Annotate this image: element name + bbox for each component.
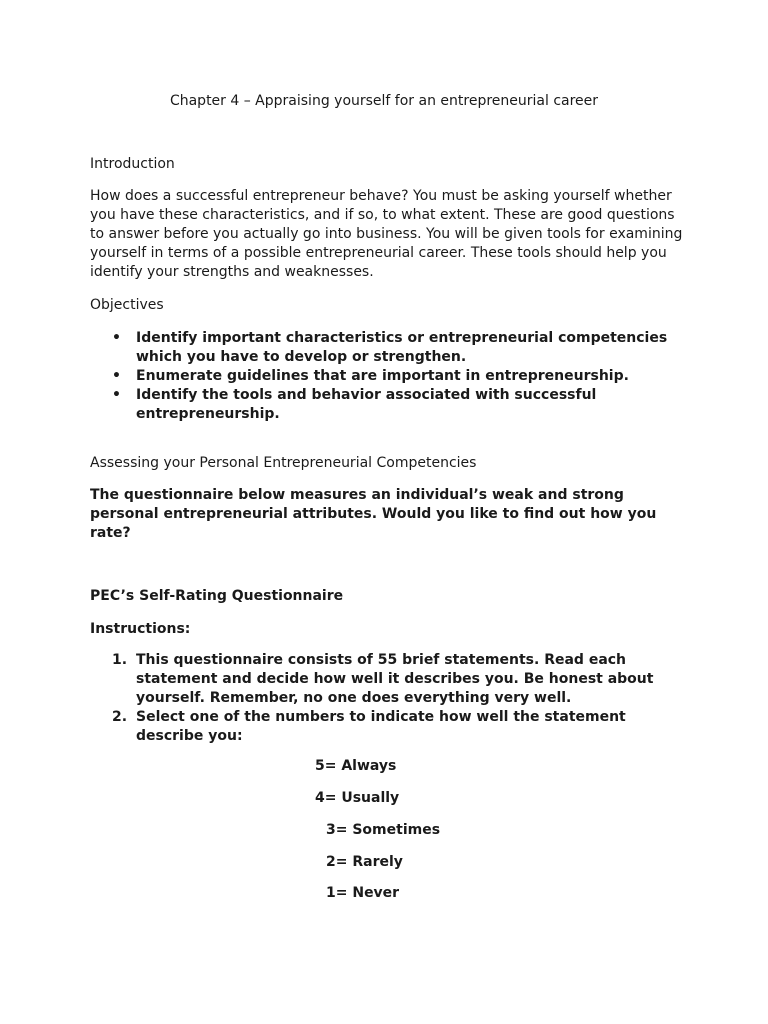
instruction-item	[90, 651, 670, 708]
scale-never: 1= Never	[326, 885, 400, 901]
objective-line: Identify important characteristics or entrepreneurial competencies	[136, 330, 668, 346]
assessing-line: The questionnaire below measures an individual’s weak and strong	[90, 487, 624, 503]
objective-item	[90, 386, 690, 424]
introduction-paragraph	[90, 187, 690, 282]
scale-rarely: 2= Rarely	[326, 854, 403, 870]
instruction-line: This questionnaire consists of 55 brief statements. Read each	[136, 652, 627, 668]
objective-item	[90, 329, 690, 367]
questionnaire-heading: PEC’s Self-Rating Questionnaire	[90, 588, 344, 604]
bullet-icon: •	[112, 368, 121, 384]
introduction-line: you have these characteristics, and if so, to what extent. These are good questions	[90, 207, 675, 223]
instruction-item	[90, 708, 670, 746]
scale-usually: 4= Usually	[315, 790, 400, 806]
objective-line: which you have to develop or strengthen.	[136, 349, 467, 365]
introduction-line: identify your strengths and weaknesses.	[90, 264, 374, 280]
objective-line: Identify the tools and behavior associated with successful	[136, 387, 597, 403]
instruction-number: 1.	[112, 652, 128, 668]
introduction-line: yourself in terms of a possible entrepreneurial career. These tools should help you	[90, 245, 667, 261]
instruction-line: Select one of the numbers to indicate how well the statement	[136, 709, 626, 725]
assessing-paragraph	[90, 486, 660, 543]
introduction-line: How does a successful entrepreneur behave? You must be asking yourself whether	[90, 188, 672, 204]
instruction-line: yourself. Remember, no one does everything very well.	[136, 690, 572, 706]
objective-item	[90, 367, 690, 386]
instruction-line: statement and decide how well it describes you. Be honest about	[136, 671, 654, 687]
assessing-line: rate?	[90, 525, 131, 541]
objective-line: Enumerate guidelines that are important in entrepreneurship.	[136, 368, 629, 384]
instruction-line: describe you:	[136, 728, 243, 744]
objectives-list	[90, 329, 690, 424]
objectives-heading: Objectives	[90, 297, 164, 313]
chapter-title: Chapter 4 – Appraising yourself for an entrepreneurial career	[169, 93, 599, 109]
introduction-heading: Introduction	[90, 156, 175, 172]
instructions-list	[90, 651, 670, 746]
instruction-number: 2.	[112, 709, 128, 725]
bullet-icon: •	[112, 387, 121, 403]
scale-sometimes: 3= Sometimes	[326, 822, 441, 838]
assessing-heading: Assessing your Personal Entrepreneurial Competencies	[90, 455, 477, 471]
instructions-heading: Instructions:	[90, 621, 191, 637]
introduction-line: to answer before you actually go into business. You will be given tools for examining	[90, 226, 683, 242]
objective-line: entrepreneurship.	[136, 406, 280, 422]
scale-always: 5= Always	[315, 758, 397, 774]
bullet-icon: •	[112, 330, 121, 346]
assessing-line: personal entrepreneurial attributes. Would you like to find out how you	[90, 506, 657, 522]
